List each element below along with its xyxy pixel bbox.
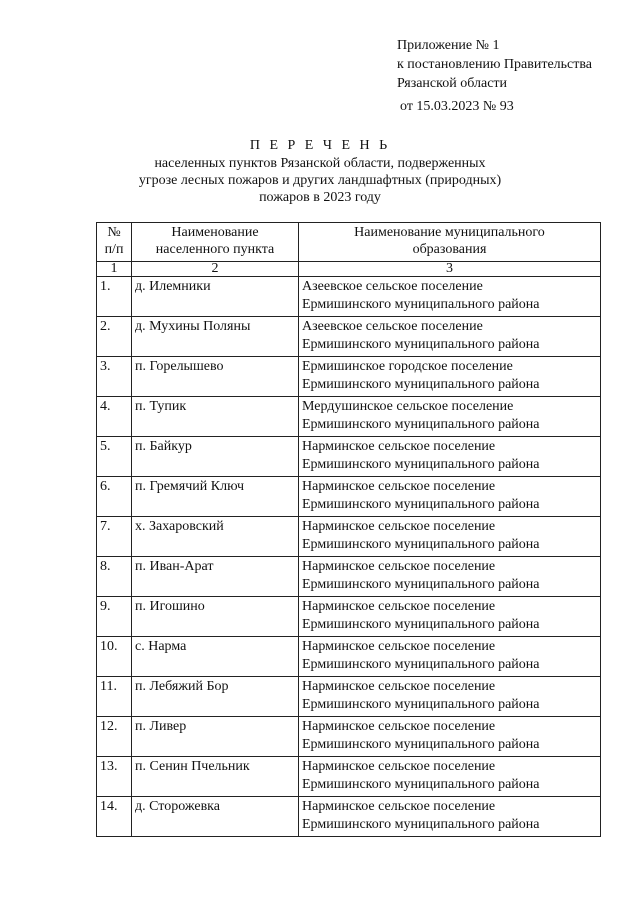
municipality-name: [299, 437, 601, 477]
header-settlement: [132, 223, 299, 262]
subtitle-line-2: угрозе лесных пожаров и других ландшафтных (природных): [138, 173, 502, 188]
row-number: 8.: [97, 557, 132, 597]
municipality-line2: Ермишинского муниципального района: [302, 297, 540, 312]
municipality-line2: Ермишинского муниципального района: [302, 537, 540, 552]
appendix-block: [397, 38, 632, 118]
header-municipality: [299, 223, 601, 262]
settlement-name: х. Захаровский: [132, 517, 299, 557]
row-number: 9.: [97, 597, 132, 637]
table-row: [97, 477, 601, 517]
municipality-line1: Нарминское сельское поселение: [302, 719, 496, 734]
municipality-line2: Ермишинского муниципального района: [302, 377, 540, 392]
document-subtitle: [0, 156, 640, 207]
row-number: 3.: [97, 357, 132, 397]
settlement-name: п. Ливер: [132, 717, 299, 757]
municipality-name: [299, 557, 601, 597]
table-row: [97, 757, 601, 797]
row-number: 1.: [97, 277, 132, 317]
row-number: 12.: [97, 717, 132, 757]
municipality-name: [299, 277, 601, 317]
settlement-name: п. Гремячий Ключ: [132, 477, 299, 517]
table-row: [97, 557, 601, 597]
settlements-table: [96, 222, 601, 837]
settlement-name: п. Игошино: [132, 597, 299, 637]
column-number-row: [97, 262, 601, 277]
municipality-name: [299, 597, 601, 637]
column-number: 3: [299, 262, 601, 277]
municipality-line1: Нарминское сельское поселение: [302, 799, 496, 814]
table-row: [97, 597, 601, 637]
header-number-symbol: №: [107, 225, 121, 241]
municipality-name: [299, 757, 601, 797]
settlement-name: с. Нарма: [132, 637, 299, 677]
settlement-name: д. Илемники: [132, 277, 299, 317]
document-heading: [0, 138, 640, 207]
municipality-line2: Ермишинского муниципального района: [302, 777, 540, 792]
settlement-name: п. Тупик: [132, 397, 299, 437]
row-number: 10.: [97, 637, 132, 677]
municipality-line2: Ермишинского муниципального района: [302, 617, 540, 632]
municipality-line2: Ермишинского муниципального района: [302, 737, 540, 752]
row-number: 13.: [97, 757, 132, 797]
settlement-name: д. Мухины Поляны: [132, 317, 299, 357]
municipality-line2: Ермишинского муниципального района: [302, 417, 540, 432]
municipality-line1: Азеевское сельское поселение: [302, 319, 483, 334]
municipality-line1: Нарминское сельское поселение: [302, 439, 496, 454]
municipality-line2: Ермишинского муниципального района: [302, 497, 540, 512]
table-row: [97, 317, 601, 357]
municipality-name: [299, 717, 601, 757]
municipality-line1: Ермишинское городское поселение: [302, 359, 513, 374]
municipality-line1: Нарминское сельское поселение: [302, 479, 496, 494]
municipality-line1: Мердушинское сельское поселение: [302, 399, 514, 414]
column-number: 1: [97, 262, 132, 277]
table-row: [97, 397, 601, 437]
subtitle-line-3: пожаров в 2023 году: [259, 190, 381, 205]
row-number: 5.: [97, 437, 132, 477]
municipality-name: [299, 477, 601, 517]
table-row: [97, 797, 601, 837]
municipality-line1: Нарминское сельское поселение: [302, 599, 496, 614]
table-row: [97, 677, 601, 717]
appendix-date-number: от 15.03.2023 № 93: [400, 99, 514, 114]
municipality-name: [299, 397, 601, 437]
municipality-line2: Ермишинского муниципального района: [302, 657, 540, 672]
header-settlement-line1: Наименование: [171, 225, 259, 241]
row-number: 7.: [97, 517, 132, 557]
header-municipality-line2: образования: [412, 242, 487, 257]
municipality-name: [299, 637, 601, 677]
municipality-name: [299, 677, 601, 717]
municipality-name: [299, 317, 601, 357]
appendix-label: Приложение № 1: [397, 38, 500, 53]
municipality-line1: Нарминское сельское поселение: [302, 679, 496, 694]
municipality-line1: Нарминское сельское поселение: [302, 639, 496, 654]
row-number: 4.: [97, 397, 132, 437]
municipality-line2: Ермишинского муниципального района: [302, 577, 540, 592]
municipality-line2: Ермишинского муниципального района: [302, 457, 540, 472]
municipality-line1: Нарминское сельское поселение: [302, 759, 496, 774]
document-title: П Е Р Е Ч Е Н Ь: [249, 138, 391, 153]
municipality-line1: Нарминское сельское поселение: [302, 559, 496, 574]
settlement-name: п. Горелышево: [132, 357, 299, 397]
appendix-resolution: к постановлению Правительства: [397, 57, 593, 72]
table-header-row: [97, 223, 601, 262]
table-row: [97, 637, 601, 677]
municipality-name: [299, 357, 601, 397]
table-row: [97, 517, 601, 557]
settlement-name: п. Байкур: [132, 437, 299, 477]
table-row: [97, 717, 601, 757]
municipality-line2: Ермишинского муниципального района: [302, 337, 540, 352]
settlement-name: д. Сторожевка: [132, 797, 299, 837]
municipality-name: [299, 517, 601, 557]
municipality-line1: Азеевское сельское поселение: [302, 279, 483, 294]
row-number: 2.: [97, 317, 132, 357]
municipality-line2: Ермишинского муниципального района: [302, 697, 540, 712]
table-row: [97, 277, 601, 317]
header-municipality-line1: Наименование муниципального: [354, 225, 545, 241]
appendix-region: Рязанской области: [397, 76, 508, 91]
row-number: 11.: [97, 677, 132, 717]
row-number: 6.: [97, 477, 132, 517]
municipality-name: [299, 797, 601, 837]
column-number: 2: [132, 262, 299, 277]
municipality-line2: Ермишинского муниципального района: [302, 817, 540, 832]
header-number: [97, 223, 132, 262]
municipality-line1: Нарминское сельское поселение: [302, 519, 496, 534]
table-row: [97, 357, 601, 397]
header-number-abbr: п/п: [104, 242, 124, 257]
settlement-name: п. Сенин Пчельник: [132, 757, 299, 797]
subtitle-line-1: населенных пунктов Рязанской области, подверженных: [154, 156, 486, 171]
table-row: [97, 437, 601, 477]
settlement-name: п. Лебяжий Бор: [132, 677, 299, 717]
row-number: 14.: [97, 797, 132, 837]
settlement-name: п. Иван-Арат: [132, 557, 299, 597]
header-settlement-line2: населенного пункта: [155, 242, 275, 257]
